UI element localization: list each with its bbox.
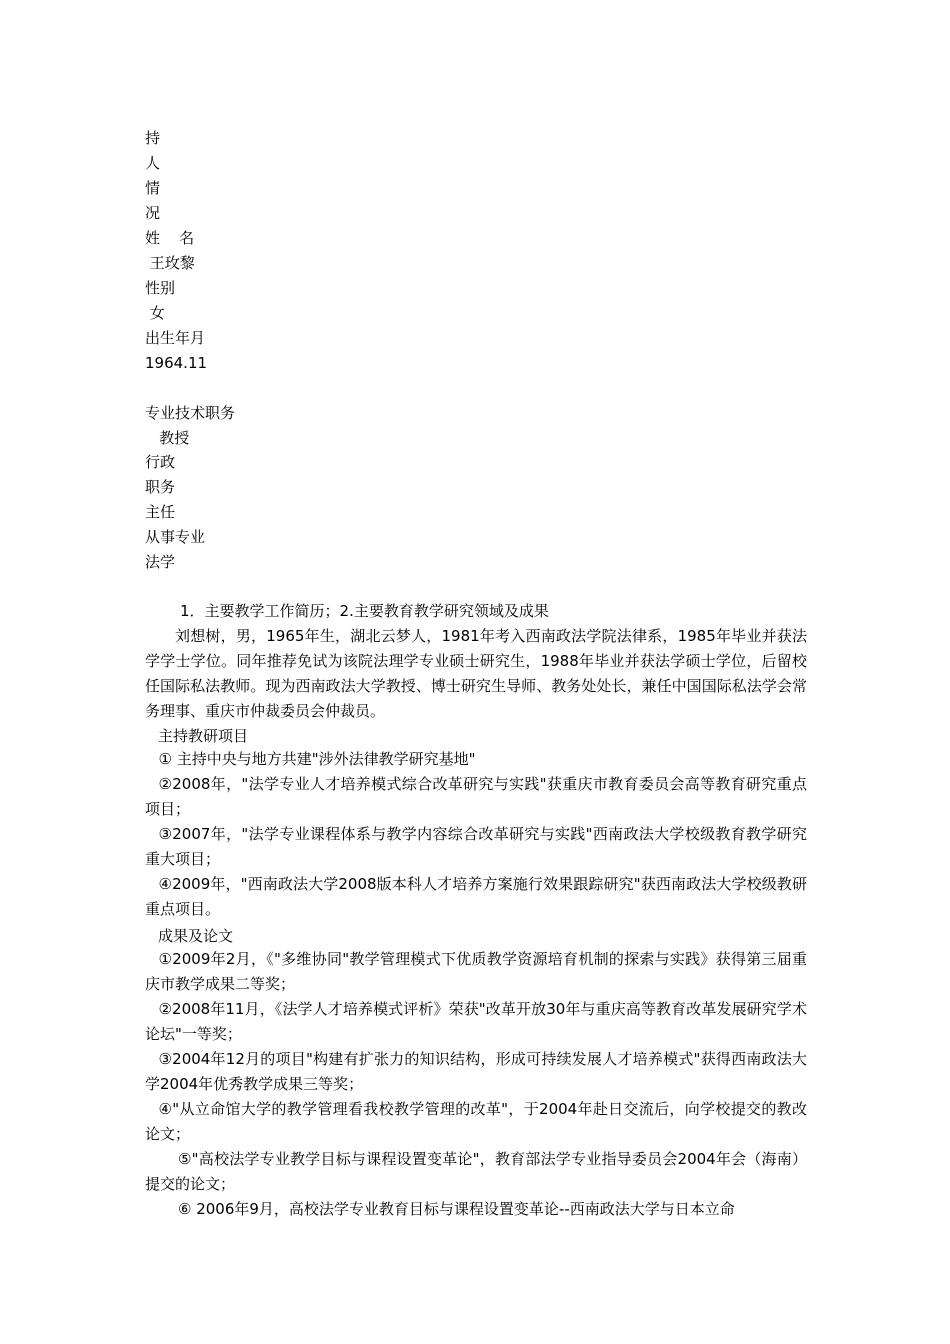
title-value: 教授	[145, 429, 190, 447]
name-value: 王玫黎	[145, 254, 195, 272]
result-item-4: ④"从立命馆大学的教学管理看我校教学管理的改革"，于2004年赴日交流后，向学校提交的教改论文；	[145, 1100, 807, 1143]
birth-label: 出生年月	[145, 329, 206, 347]
major-label: 从事专业	[145, 528, 206, 546]
result-item-2: ②2008年11月，《法学人才培养模式评析》荣获"改革开放30年与重庆高等教育改革发展研究学术论坛"一等奖；	[145, 1000, 807, 1043]
results-heading: 成果及论文	[158, 927, 234, 945]
bio-paragraph: 刘想树，男，1965年生，湖北云梦人，1981年考入西南政法学院法律系，1985年毕业并获法学学士学位。同年推荐免试为该院法理学专业硕士研究生，1988年毕业并获法学硕士学位，后留校任国际私法教师。现为西南政法大学教授、博士研究生导师、教务处处长，兼任中国国际私法学会常务理事、重庆市仲裁委员会仲裁员。	[145, 627, 807, 720]
result-item-6: ⑥ 2006年9月，高校法学专业教育目标与课程设置变革论--西南政法大学与日本立命	[178, 1200, 735, 1218]
admin-label-2: 职务	[145, 478, 176, 496]
project-item-1: ① 主持中央与地方共建"涉外法律教学研究基地"	[158, 750, 476, 768]
section-label-char-1: 持	[145, 129, 161, 147]
project-item-3: ③2007年，"法学专业课程体系与教学内容综合改革研究与实践"西南政法大学校级教育教学研究重大项目；	[145, 825, 807, 868]
result-item-5: ⑤"高校法学专业教学目标与课程设置变革论"，教育部法学专业指导委员会2004年会（海南）提交的论文；	[145, 1150, 807, 1193]
birth-value: 1964.11	[145, 354, 208, 372]
title-label: 专业技术职务	[145, 404, 236, 422]
section-label-char-3: 情	[145, 179, 161, 197]
gender-label: 性别	[145, 279, 176, 297]
result-item-1: ①2009年2月，《"多维协同"教学管理模式下优质教学资源培育机制的探索与实践》获得第三届重庆市教学成果二等奖；	[145, 950, 807, 993]
admin-label-1: 行政	[145, 453, 176, 471]
project-item-2: ②2008年，"法学专业人才培养模式综合改革研究与实践"获重庆市教育委员会高等教育研究重点项目；	[145, 775, 807, 818]
section-heading: 1．主要教学工作简历；2.主要教育教学研究领域及成果	[180, 602, 549, 620]
admin-value: 主任	[145, 503, 176, 521]
section-label-char-2: 人	[145, 154, 161, 172]
name-label: 姓 名	[145, 229, 195, 247]
section-label-char-4: 况	[145, 204, 161, 222]
major-value: 法学	[145, 553, 176, 571]
project-item-4: ④2009年，"西南政法大学2008版本科人才培养方案施行效果跟踪研究"获西南政法大学校级教研重点项目。	[145, 875, 807, 918]
projects-heading: 主持教研项目	[158, 727, 249, 745]
result-item-3: ③2004年12月的项目"构建有扩张力的知识结构，形成可持续发展人才培养模式"获得西南政法大学2004年优秀教学成果三等奖；	[145, 1050, 807, 1093]
gender-value: 女	[145, 304, 165, 322]
